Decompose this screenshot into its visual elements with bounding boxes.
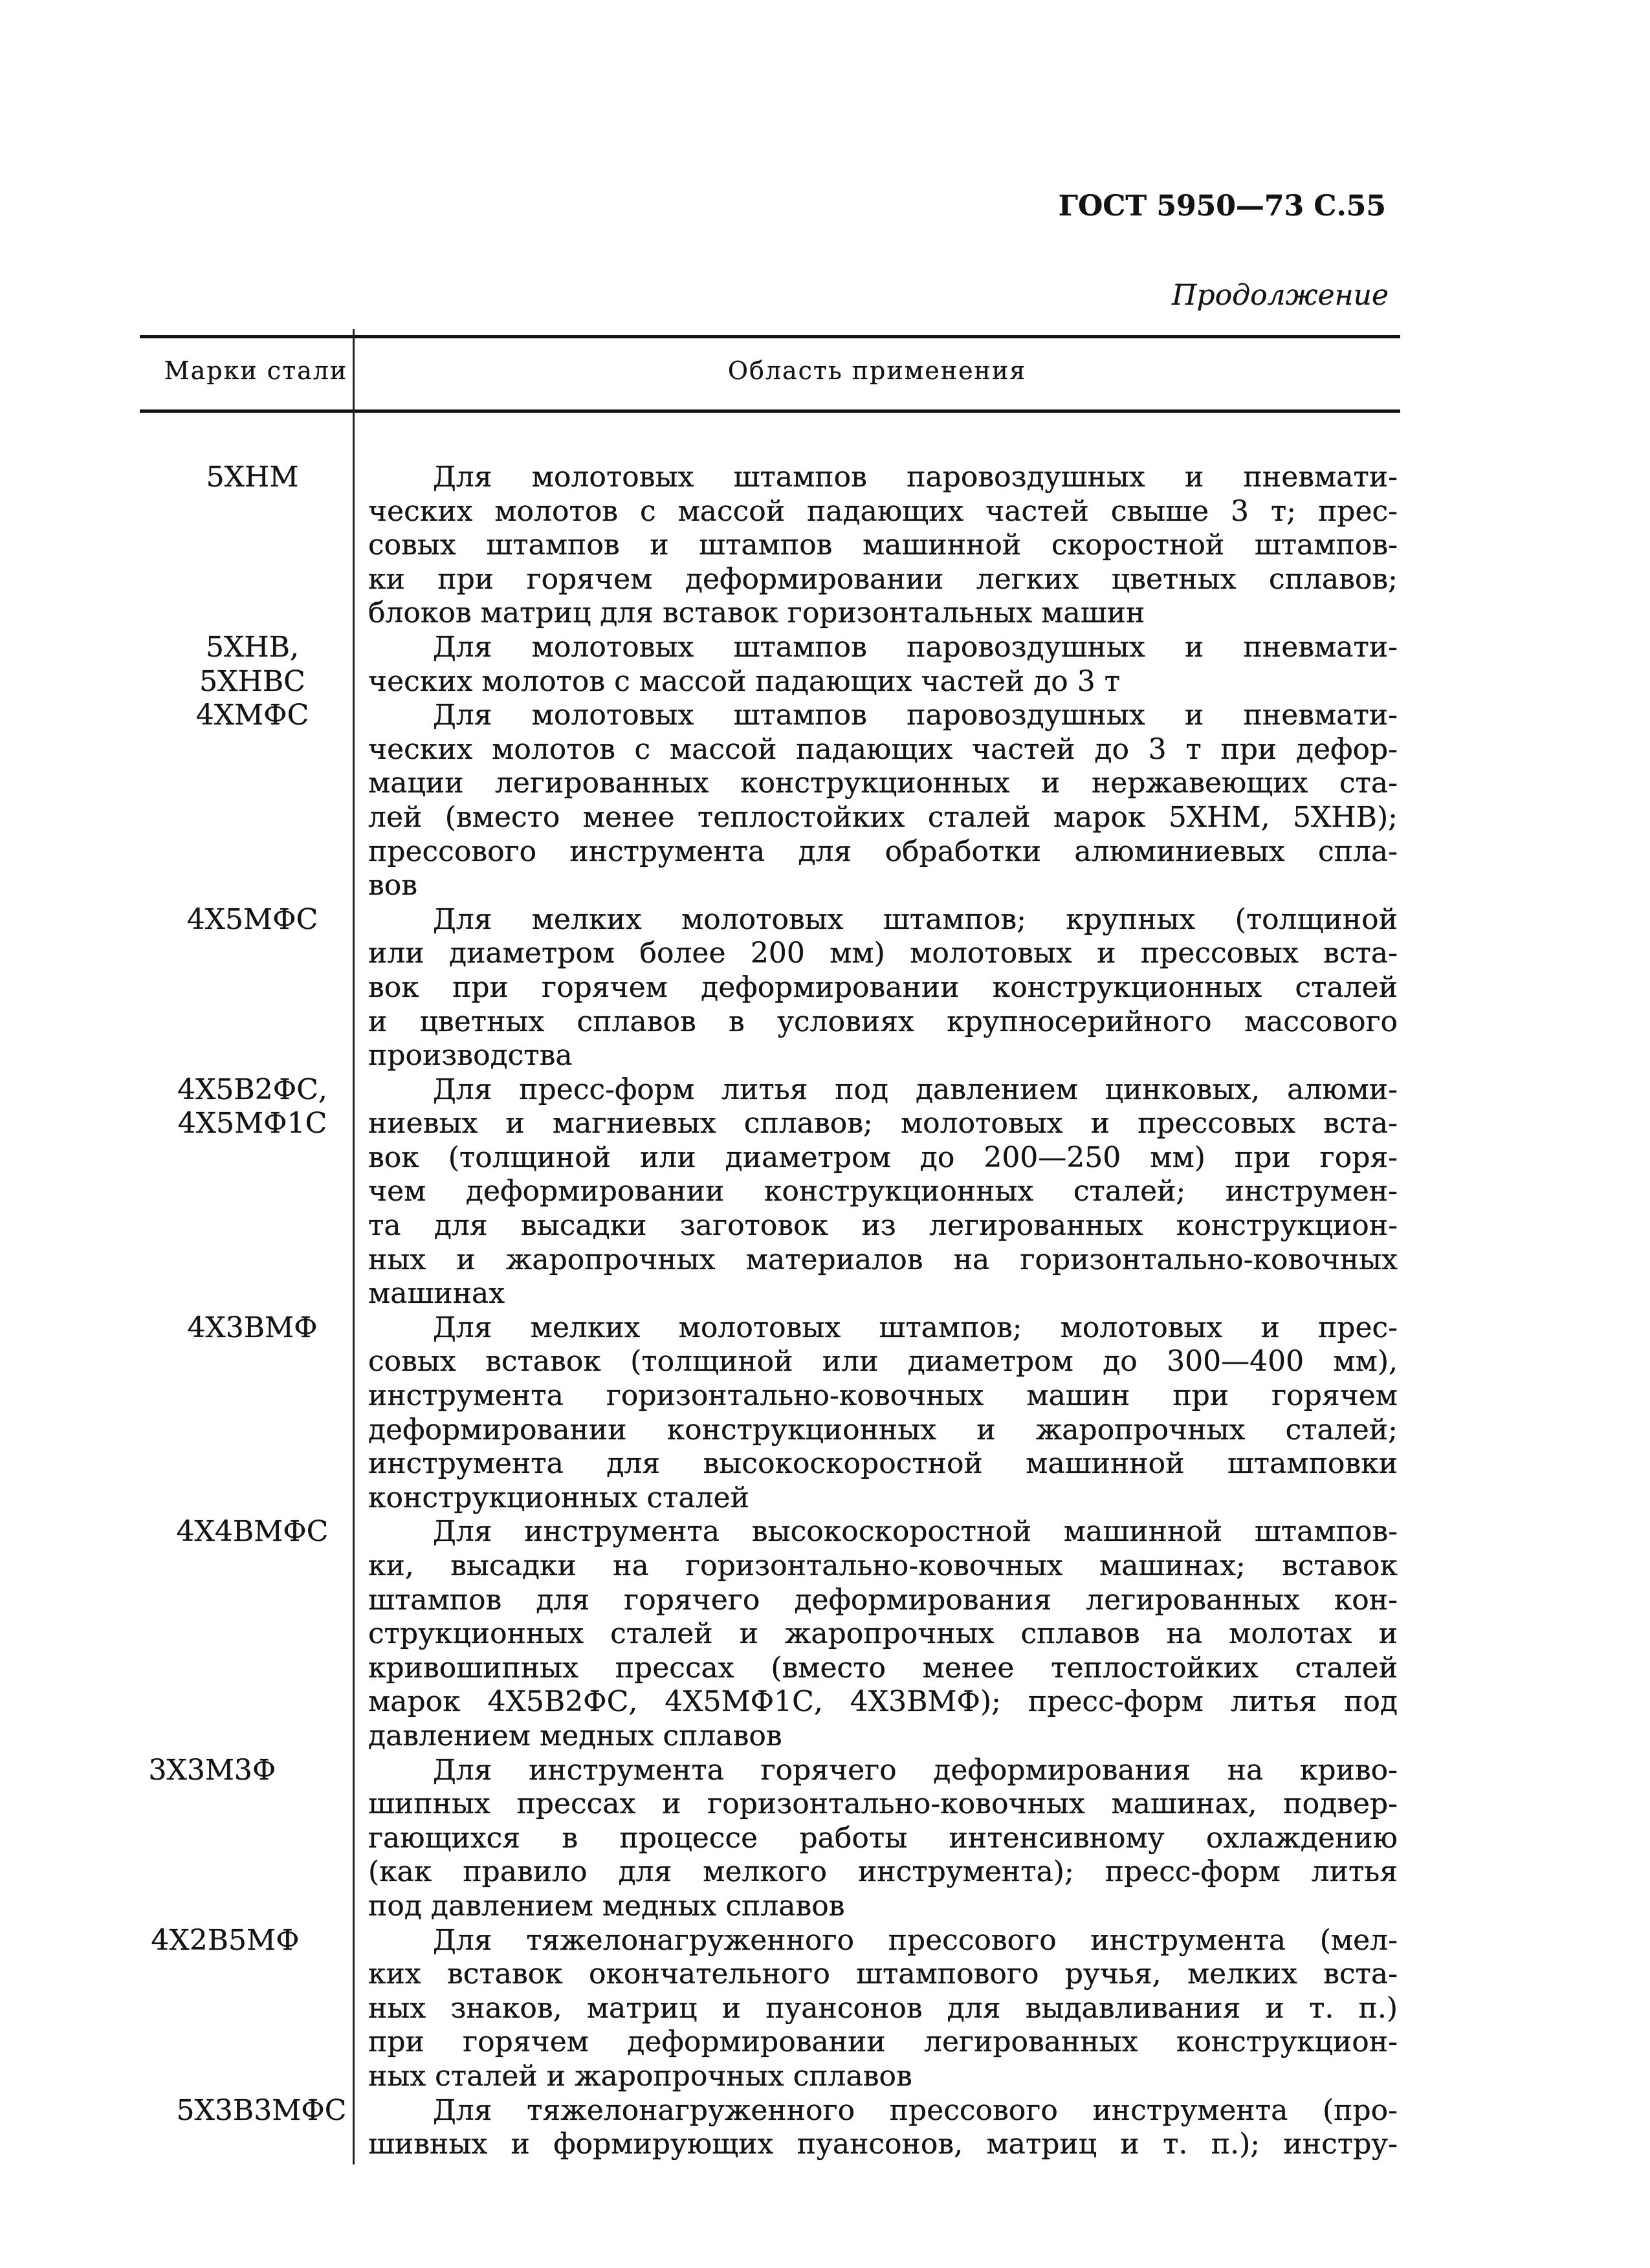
application-text-line: ки при горячем деформировании легких цветных сплавов;	[368, 562, 1398, 596]
steel-grade-cell	[140, 1515, 354, 1549]
table-body	[140, 461, 1400, 2162]
application-cell	[368, 631, 1398, 699]
application-text-line: Для инструмента высокоскоростной машинной штампов-	[433, 1515, 1398, 1549]
application-text-line: Для пресс-форм литья под давлением цинковых, алюми-	[433, 1073, 1398, 1106]
table-row	[140, 1515, 1400, 1753]
application-text-line: Для инструмента горячего деформирования на криво-	[433, 1753, 1398, 1787]
steel-grade-cell	[140, 631, 354, 699]
continuation-label: Продолжение	[1172, 279, 1389, 312]
application-text-line: гающихся в процессе работы интенсивному охлаждению	[368, 1821, 1398, 1855]
table-row	[140, 631, 1400, 699]
application-text-line: Для тяжелонагруженного прессового инструмента (мел-	[433, 1923, 1398, 1957]
application-text-line: конструкционных сталей	[368, 1481, 749, 1514]
application-text-line: прессового инструмента для обработки алюминиевых спла-	[368, 834, 1398, 868]
table-row	[140, 1073, 1400, 1311]
steel-grade-cell	[140, 1924, 354, 1958]
table-row	[140, 1311, 1400, 1516]
application-text-line: Для мелких молотовых штампов; молотовых и прес-	[433, 1311, 1398, 1344]
application-cell	[368, 699, 1398, 903]
table-top-rule	[140, 335, 1400, 338]
application-text-line: ниевых и магниевых сплавов; молотовых и прессовых вста-	[368, 1107, 1398, 1140]
application-text-line: ных сталей и жаропрочных сплавов	[368, 2059, 912, 2093]
application-text-line: шивных и формирующих пуансонов, матриц и т. п.); инстру-	[368, 2128, 1398, 2161]
application-text-line: под давлением медных сплавов	[368, 1889, 845, 1923]
application-text-line: ных знаков, матриц и пуансонов для выдавливания и т. п.)	[368, 1991, 1398, 2025]
steel-grade: 4Х5МФС	[186, 902, 318, 936]
table-row	[140, 1924, 1400, 2094]
application-text-line: инструмента горизонтально-ковочных машин при горячем	[368, 1379, 1398, 1413]
application-text-line: инструмента для высокоскоростной машинной штамповки	[368, 1447, 1398, 1481]
application-text-line: деформировании конструкционных и жаропрочных сталей;	[368, 1413, 1398, 1446]
table-row	[140, 903, 1400, 1073]
steel-grade: 4Х2В5МФ	[151, 1923, 300, 1957]
application-text-line: лей (вместо менее теплостойких сталей марок 5ХНМ, 5ХНВ);	[368, 800, 1398, 834]
application-text-line: струкционных сталей и жаропрочных сплавов на молотах и	[368, 1617, 1398, 1651]
application-text-line: марок 4Х5В2ФС, 4Х5МФ1С, 4Х3ВМФ); пресс-форм литья под	[368, 1685, 1398, 1719]
application-text-line: чем деформировании конструкционных сталей; инструмен-	[368, 1175, 1398, 1208]
application-text-line: ки, высадки на горизонтально-ковочных машинах; вставок	[368, 1549, 1398, 1582]
steel-grade: 4Х3ВМФ	[187, 1311, 318, 1344]
application-text-line: шипных прессах и горизонтально-ковочных машинах, подвер-	[368, 1787, 1398, 1821]
table-header-rule	[140, 409, 1400, 413]
application-text-line: вок (толщиной или диаметром до 200—250 мм) при горя-	[368, 1140, 1398, 1174]
application-text-line: Для молотовых штампов паровоздушных и пневмати-	[433, 630, 1398, 664]
application-cell	[368, 2094, 1398, 2162]
application-cell	[368, 1754, 1398, 1924]
application-text-line: или диаметром более 200 мм) молотовых и прессовых вста-	[368, 937, 1398, 970]
application-cell	[368, 1073, 1398, 1311]
table-row	[140, 1754, 1400, 1924]
steel-grade: 4Х5В2ФС,	[177, 1073, 327, 1106]
steel-grade: 5ХНВС	[199, 664, 305, 698]
steel-grade: 4Х4ВМФС	[176, 1515, 329, 1549]
application-text-line: кривошипных прессах (вместо менее теплостойких сталей	[368, 1651, 1398, 1685]
application-text-line: совых вставок (толщиной или диаметром до 300—400 мм),	[368, 1345, 1398, 1379]
application-text-line: и цветных сплавов в условиях крупносерийного массового	[368, 1005, 1398, 1038]
application-text-line: Для мелких молотовых штампов; крупных (толщиной	[433, 902, 1398, 936]
application-text-line: вов	[368, 869, 418, 902]
steel-grade: 3Х3М3Ф	[148, 1753, 276, 1787]
application-text-line: при горячем деформировании легированных конструкцион-	[368, 2025, 1398, 2059]
steel-grade-cell	[140, 699, 354, 733]
column-header-application: Область применения	[727, 356, 1027, 385]
application-text-line: ческих молотов с массой падающих частей до 3 т	[368, 664, 1121, 698]
steel-grade: 4ХМФС	[195, 699, 309, 732]
steel-grade: 5ХНВ,	[205, 630, 299, 664]
application-cell	[368, 1311, 1398, 1516]
steel-grade-cell	[140, 461, 354, 495]
application-text-line: ческих молотов с массой падающих частей свыше 3 т; прес-	[368, 494, 1398, 528]
application-text-line: (как правило для мелкого инструмента); пресс-форм литья	[368, 1855, 1398, 1889]
steel-grade-cell	[140, 1311, 354, 1346]
application-text-line: ных и жаропрочных материалов на горизонтально-ковочных	[368, 1243, 1398, 1276]
table-row	[140, 699, 1400, 903]
table-row	[140, 461, 1400, 631]
application-text-line: давлением медных сплавов	[368, 1719, 782, 1752]
application-text-line: машинах	[368, 1277, 505, 1311]
steel-grade-cell	[140, 2094, 354, 2128]
steel-grade-cell	[140, 1754, 354, 1788]
table-row	[140, 2094, 1400, 2162]
steel-grade: 4Х5МФ1С	[177, 1107, 327, 1140]
column-header-grades: Марки стали	[164, 356, 348, 385]
application-text-line: штампов для горячего деформирования легированных кон-	[368, 1583, 1398, 1617]
steel-grade-cell	[140, 1073, 354, 1141]
steel-grade: 5Х3В3МФС	[176, 2093, 347, 2127]
application-text-line: Для молотовых штампов паровоздушных и пневмати-	[433, 699, 1398, 732]
application-text-line: Для молотовых штампов паровоздушных и пневмати-	[433, 461, 1398, 494]
application-text-line: совых штампов и штампов машинной скоростной штампов-	[368, 529, 1398, 562]
steel-grade: 5ХНМ	[206, 461, 299, 494]
application-text-line: мации легированных конструкционных и нержавеющих ста-	[368, 767, 1398, 800]
document-reference: ГОСТ 5950—73 С.55	[1058, 190, 1386, 223]
application-cell	[368, 461, 1398, 631]
application-cell	[368, 1924, 1398, 2094]
application-cell	[368, 903, 1398, 1073]
application-text-line: та для высадки заготовок из легированных конструкцион-	[368, 1209, 1398, 1243]
application-cell	[368, 1515, 1398, 1753]
steel-grade-cell	[140, 903, 354, 937]
application-text-line: Для тяжелонагруженного прессового инструмента (про-	[433, 2093, 1398, 2127]
application-text-line: ческих молотов с массой падающих частей до 3 т при дефор-	[368, 732, 1398, 766]
application-text-line: вок при горячем деформировании конструкционных сталей	[368, 970, 1398, 1004]
application-text-line: ких вставок окончательного штампового ручья, мелких вста-	[368, 1957, 1398, 1991]
application-text-line: блоков матриц для вставок горизонтальных машин	[368, 596, 1145, 630]
application-text-line: производства	[368, 1039, 573, 1073]
